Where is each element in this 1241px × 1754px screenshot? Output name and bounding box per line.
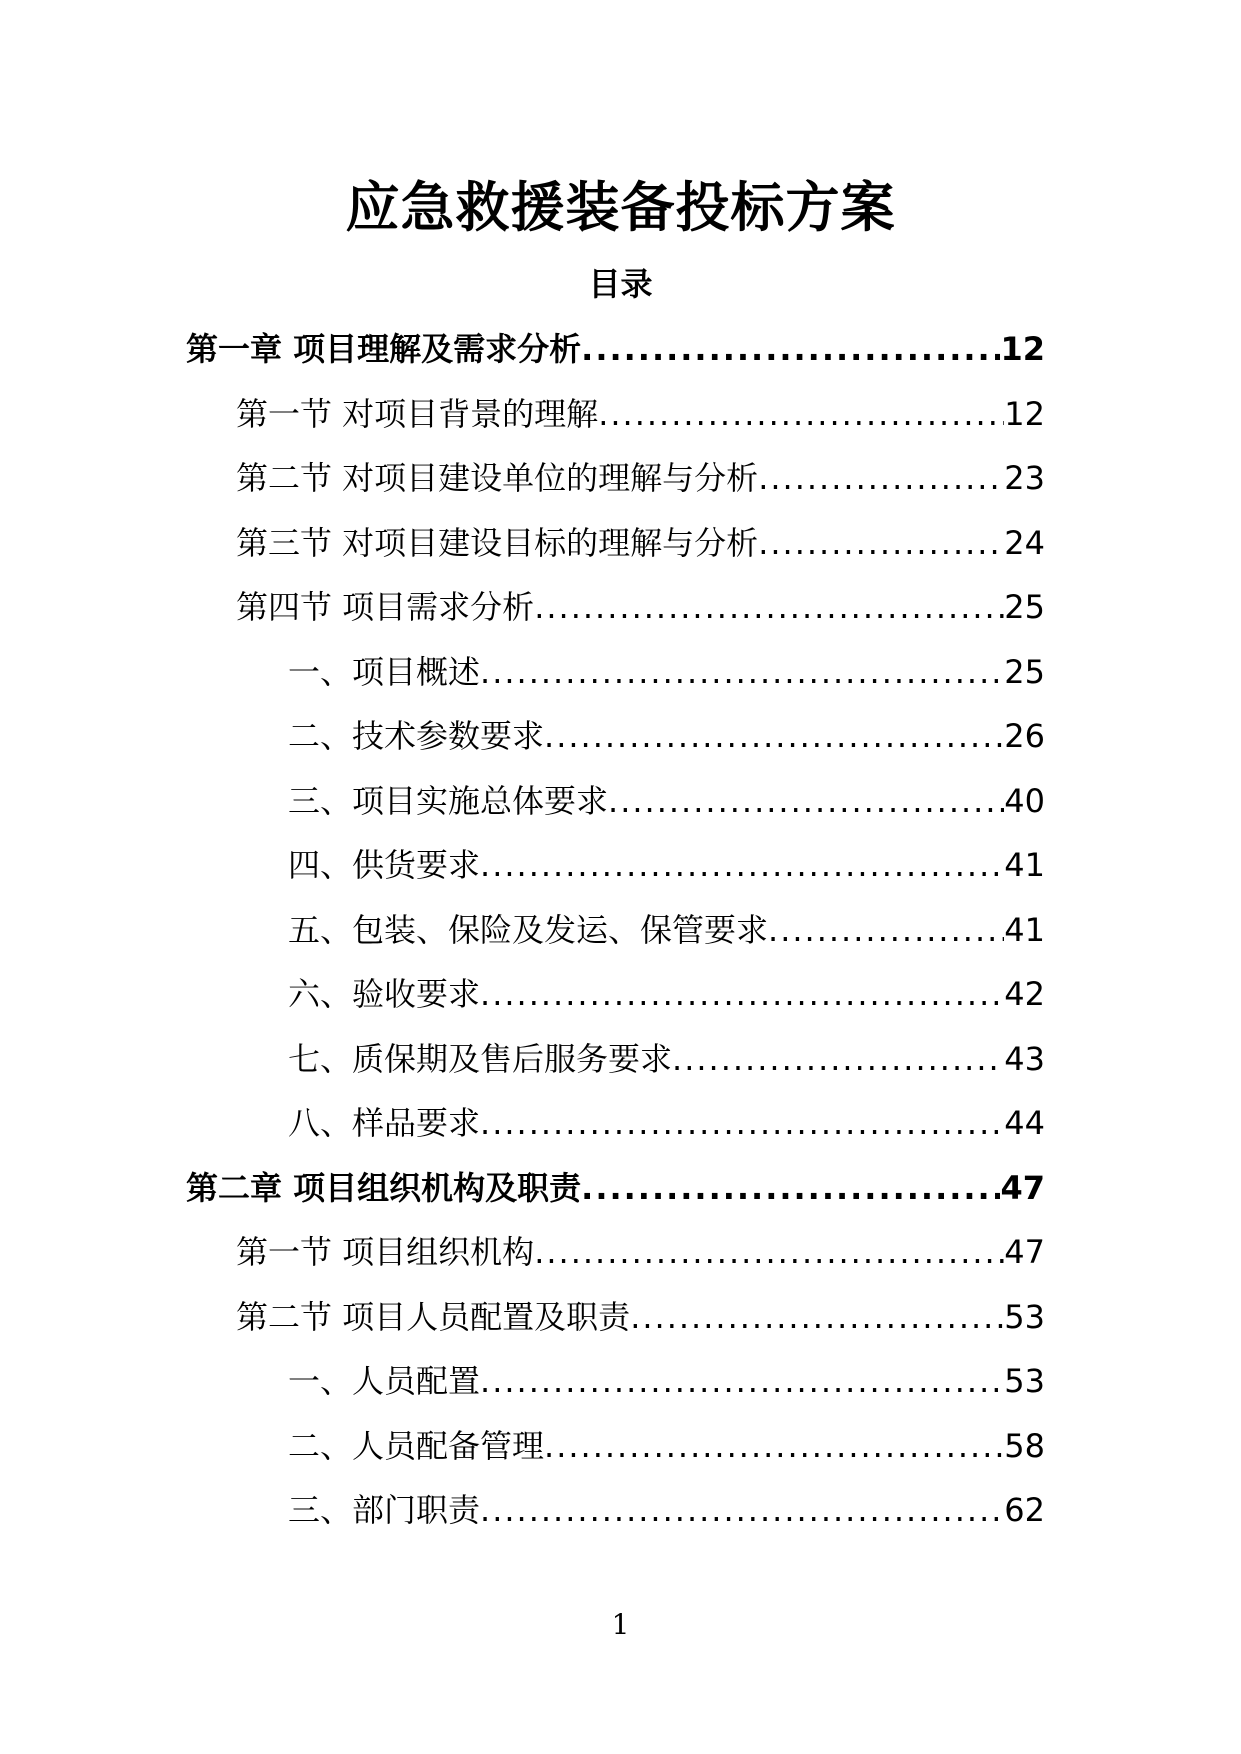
document-title: 应急救援装备投标方案 <box>345 176 896 239</box>
toc-entry-label: 第二节 对项目建设单位的理解与分析 <box>236 459 759 497</box>
toc-entry[interactable] <box>288 648 1045 696</box>
toc-entry-page: 58 <box>1004 1427 1045 1465</box>
toc-entry-page: 42 <box>1004 975 1045 1013</box>
toc-entry[interactable] <box>236 454 1045 502</box>
toc-entry[interactable] <box>288 777 1045 825</box>
toc-entry-label: 三、部门职责 <box>288 1491 481 1529</box>
toc-dot-leader <box>480 648 1004 696</box>
toc-dot-leader <box>608 777 1004 825</box>
toc-entry[interactable] <box>236 390 1045 438</box>
toc-entry-page: 40 <box>1004 782 1045 820</box>
toc-entry-label: 二、技术参数要求 <box>288 717 545 755</box>
toc-entry[interactable] <box>236 1228 1045 1276</box>
toc-entry-page: 47 <box>1004 1233 1045 1271</box>
toc-entry-page: 41 <box>1004 911 1045 949</box>
toc-entry[interactable] <box>186 325 1045 373</box>
toc-entry-label: 第二章 项目组织机构及职责 <box>186 1169 582 1207</box>
toc-entry-label: 第四节 项目需求分析 <box>236 588 535 626</box>
toc-dot-leader <box>544 1422 1004 1470</box>
toc-entry-label: 五、包装、保险及发运、保管要求 <box>288 911 769 949</box>
toc-entry-label: 一、项目概述 <box>288 653 481 691</box>
toc-entry-page: 41 <box>1004 846 1045 884</box>
toc-dot-leader <box>581 325 1000 373</box>
toc-entry-page: 23 <box>1004 459 1045 497</box>
toc-dot-leader <box>672 1035 1004 1083</box>
toc-entry[interactable] <box>288 970 1045 1018</box>
toc-entry[interactable] <box>288 1422 1045 1470</box>
toc-dot-leader <box>480 1486 1004 1534</box>
toc-entry-label: 四、供货要求 <box>288 846 481 884</box>
toc-entry-page: 53 <box>1004 1362 1045 1400</box>
toc-dot-leader <box>480 1357 1004 1405</box>
toc-entry[interactable] <box>236 1293 1045 1341</box>
toc-entry-page: 12 <box>1004 395 1045 433</box>
toc-entry[interactable] <box>288 1486 1045 1534</box>
toc-entry[interactable] <box>288 1099 1045 1147</box>
toc-entry-label: 二、人员配备管理 <box>288 1427 545 1465</box>
toc-entry[interactable] <box>288 712 1045 760</box>
toc-entry-page: 25 <box>1004 653 1045 691</box>
toc-entry-label: 一、人员配置 <box>288 1362 481 1400</box>
toc-entry-label: 八、样品要求 <box>288 1104 481 1142</box>
toc-entry[interactable] <box>236 519 1045 567</box>
toc-entry-label: 第一节 项目组织机构 <box>236 1233 535 1271</box>
page-number: 1 <box>611 1608 630 1641</box>
toc-entry-page: 62 <box>1004 1491 1045 1529</box>
toc-entry-label: 第三节 对项目建设目标的理解与分析 <box>236 524 759 562</box>
toc-entry[interactable] <box>236 583 1045 631</box>
toc-dot-leader <box>480 841 1004 889</box>
toc-dot-leader <box>768 906 1004 954</box>
toc-entry-label: 第一章 项目理解及需求分析 <box>186 330 582 368</box>
toc-entry-label: 七、质保期及售后服务要求 <box>288 1040 673 1078</box>
toc-entry-page: 53 <box>1004 1298 1045 1336</box>
toc-entry-label: 三、项目实施总体要求 <box>288 782 609 820</box>
toc-dot-leader <box>544 712 1004 760</box>
toc-dot-leader <box>534 583 1004 631</box>
toc-heading: 目录 <box>588 265 653 303</box>
toc-entry-page: 43 <box>1004 1040 1045 1078</box>
toc-entry[interactable] <box>186 1164 1045 1212</box>
toc-entry-page: 44 <box>1004 1104 1045 1142</box>
toc-dot-leader <box>630 1293 1004 1341</box>
toc-dot-leader <box>581 1164 1000 1212</box>
toc-entry-page: 24 <box>1004 524 1045 562</box>
toc-entry-page: 47 <box>1000 1169 1045 1207</box>
toc-dot-leader <box>758 454 1004 502</box>
toc-entry[interactable] <box>288 906 1045 954</box>
toc-entry[interactable] <box>288 1035 1045 1083</box>
toc-entry[interactable] <box>288 1357 1045 1405</box>
toc-entry-label: 第二节 项目人员配置及职责 <box>236 1298 631 1336</box>
toc-dot-leader <box>480 1099 1004 1147</box>
toc-entry-page: 25 <box>1004 588 1045 626</box>
toc-entry-label: 六、验收要求 <box>288 975 481 1013</box>
toc-entry[interactable] <box>288 841 1045 889</box>
toc-entry-page: 12 <box>1000 330 1045 368</box>
toc-dot-leader <box>534 1228 1004 1276</box>
toc-dot-leader <box>758 519 1004 567</box>
toc-dot-leader <box>480 970 1004 1018</box>
toc-entry-page: 26 <box>1004 717 1045 755</box>
toc-dot-leader <box>598 390 1004 438</box>
toc-entry-label: 第一节 对项目背景的理解 <box>236 395 599 433</box>
